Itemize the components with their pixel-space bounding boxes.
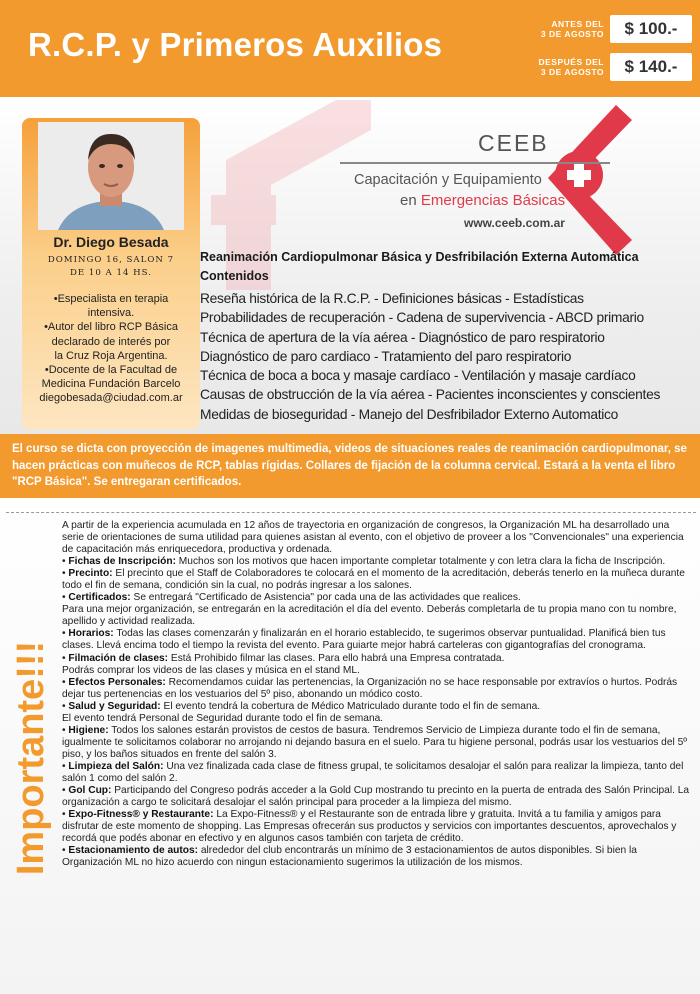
important-item: • Precinto: El precinto que el Staff de Colaboradores te colocará en el momento de la acreditación, deberás tenerlo en la muñeca durante todo el fin de semana, condición sin la cual, no podrás ingresar a los salones. [62,568,685,592]
contents-item: Reseña histórica de la R.C.P. - Definiciones básicas - Estadísticas [200,291,584,306]
important-item: • Filmación de clases: Está Prohibido filmar las clases. Para ello habrá una Empresa contratada. [62,652,505,664]
course-title: Reanimación Cardiopulmonar Básica y Desfribilación Externa Automática [200,250,639,264]
important-label: Importante!!! [10,640,52,876]
important-item-text: Todas las clases comenzarán y finalizarán en el horario establecido, te sugerimos observar puntualidad. Planificá bien tus clases. Llevá encima todo el tiempo la revista del evento. Para guiarte mejor habrá carteleras con gigantografías del cronograma. [62,628,666,652]
dashed-divider [6,512,696,513]
important-item: • Expo-Fitness® y Restaurante: La Expo-Fitness® y el Restaurante son de entrada libre y gratuita. Invitá a tu familia y amigos para disfrutar de este momento de shopping. Las Empresas ofrecerán sus productos y servicios con importantes descuentos, aprovechalos y recordá que podés abonar en efectivo y en algunos casos también con tarjeta de crédito. [62,809,677,845]
important-item-extra: Para una mejor organización, se entregarán en la acreditación el día del evento. Deberás completarla de tu propia mano con tu nombre, apellido y actividad realizada. [62,604,677,628]
logo-website: www.ceeb.com.ar [464,216,565,230]
doctor-panel [22,118,200,430]
important-item-heading: Certificados: [68,592,131,604]
important-item-heading: Expo-Fitness® y Restaurante: [68,809,214,821]
important-item: • Certificados: Se entregará "Certificado de Asistencia" por cada una de las actividades que realices. [62,592,521,604]
important-item-heading: Salud y Seguridad: [68,700,161,712]
logo-divider [340,162,610,164]
important-item-heading: Filmación de clases: [68,652,169,664]
important-item-text: El evento tendrá la cobertura de Médico Matriculado durante todo el fin de semana. [160,700,541,712]
important-item: • Efectos Personales: Recomendamos cuidar las pertenencias, la Organización no se hace responsable por extravíos o hurtos. Podrás dejar tus pertenencias en los vestuarios del 5º piso, abonando un módico costo. [62,676,678,700]
important-item: • Fichas de Inscripción: Muchos son los motivos que hacen importante completar totalmente y con letra clara la ficha de Inscripción. [62,556,666,568]
important-item-extra: El evento tendrá Personal de Seguridad durante todo el fin de semana. [62,712,384,724]
contents-heading: Contenidos [200,269,269,283]
important-items [62,556,692,869]
price-late-label-1: DESPUÉS DEL [538,57,604,67]
ceeb-logo-text: CEEB [478,130,549,156]
doctor-bio: •Especialista en terapia intensiva. •Autor del libro RCP Básica declarado de interés por la Cruz Roja Argentina. •Docente de la Facultad de Medicina Fundación Barcelo diegobesada@ciudad.com.ar [22,292,200,406]
doctor-email: diegobesada@ciudad.com.ar [39,392,183,405]
important-item: • Salud y Seguridad: El evento tendrá la cobertura de Médico Matriculado durante todo el fin de semana. [62,700,541,712]
important-item-extra: Podrás comprar los videos de las clases y música en el stand ML. [62,664,360,676]
price-late-value: $ 140.- [610,53,692,81]
price-early [541,15,692,43]
important-item: • Estacionamiento de autos: alrededor del club encontrarás un mínimo de 3 estacionamientos de autos disponibles. Si bien la Organización ML no hizo acuerdo con ningun estacionamiento sugerimos la utilización de los mismos. [62,845,637,869]
contents-item: Técnica de apertura de la vía aérea - Diagnóstico de paro respiratorio [200,329,605,345]
price-early-label-2: 3 DE AGOSTO [540,29,604,39]
price-early-value: $ 100.- [610,15,692,43]
important-item-heading: Efectos Personales: [68,676,166,688]
contents-item: Probabilidades de recuperación - Cadena de supervivencia - ABCD primario [200,310,644,326]
logo-tagline-accent: Emergencias Básicas [420,192,566,209]
doctor-photo [38,122,184,230]
contents-item: Diagnóstico de paro cardiaco - Tratamiento del paro respiratorio [200,348,572,364]
important-item-text: La Expo-Fitness® y el Restaurante son de entrada libre y gratuita. Invitá a tu familia y amigos para disfrutar de este momento de shopping. Las Empresas ofrecerán sus productos y servicios con importantes descuentos, aprovechalos y recordá que podés abonar en efectivo y en algunos casos también con tarjeta de crédito. [62,809,677,845]
important-info [62,520,692,869]
doctor-schedule-2: DE 10 A 14 HS. [70,268,152,278]
page-title: R.C.P. y Primeros Auxilios [28,26,443,63]
important-item-text: Está Prohibido filmar las clases. Para ello habrá una Empresa contratada. [168,652,505,664]
contents-list [200,289,660,424]
important-item-text: Una vez finalizada cada clase de fitness grupal, te solicitamos desalojar el salón para realizar la limpieza, tanto del salón 1 como del salón 2. [62,760,684,784]
important-item-text: Recomendamos cuidar las pertenencias, la Organización no se hace responsable por extravíos o hurtos. Podrás dejar tus pertenencias en los vestuarios del 5º piso, abonando un módico costo. [62,676,678,700]
info-banner [0,434,700,498]
important-item-heading: Horarios: [68,628,114,640]
price-early-label-1: ANTES DEL [551,19,604,29]
important-item-heading: Estacionamiento de autos: [68,845,199,857]
contents-item: Causas de obstrucción de la vía aérea - Pacientes inconscientes y conscientes [200,387,661,403]
important-item-text: Se entregará "Certificado de Asistencia" por cada una de las actividades que realices. [130,592,521,604]
price-late [539,53,693,81]
important-item-text: Todos los salones estarán provistos de cestos de basura. Tendremos Servicio de Limpieza durante todo el fin de semana, igualmente te solicitamos colaborar no arrojando ni dejando basura en el suelo. Para tu higiene personal, podrás usar los vestuarios del 5º piso, y los baños situados en frente del salón 3. [62,724,687,760]
important-item-text: Participando del Congreso podrás acceder a la Gold Cup mostrando tu precinto en la puerta de entrada des Salón Principal. La organización a cargo te solicitará desalojar el salón principal para proceder a la limpieza del mismo. [62,785,690,809]
important-item-heading: Higiene: [68,724,109,736]
important-item-heading: Gol Cup: [68,785,112,797]
red-cross-icon [548,105,632,255]
doctor-portrait-icon [38,122,184,230]
important-item: • Limpieza del Salón: Una vez finalizada cada clase de fitness grupal, te solicitamos desalojar el salón para realizar la limpieza, tanto del salón 1 como del salón 2. [62,760,684,784]
contents-item: Medidas de bioseguridad - Manejo del Desfribilador Externo Automatico [200,406,618,422]
important-item-heading: Limpieza del Salón: [68,760,164,772]
important-item: • Horarios: Todas las clases comenzarán y finalizarán en el horario establecido, te sugerimos observar puntualidad. Planificá bien tus clases. Llevá encima todo el tiempo la revista del evento. Para guiarte mejor habrá carteleras con gigantografías del cronograma. [62,628,666,652]
important-intro: A partir de la experiencia acumulada en 12 años de trayectoria en organización de congresos, la Organización ML ha desarrollado una serie de orientaciones de suma utilidad para quienes asistan al evento, con el objetivo de proveer a los "Convencionales" una experiencia de capacitación más enriquecedora, productiva y ordenada. [62,520,684,556]
logo-tagline-2: en Emergencias Básicas [400,192,566,209]
doctor-schedule-1: DOMINGO 16, SALON 7 [47,255,175,265]
important-item: • Higiene: Todos los salones estarán provistos de cestos de basura. Tendremos Servicio de Limpieza durante todo el fin de semana, igualmente te solicitamos colaborar no arrojando ni dejando basura en el suelo. Para tu higiene personal, podrás usar los vestuarios del 5º piso, y los baños situados en frente del salón 3. [62,724,687,760]
contents-item: Técnica de boca a boca y masaje cardíaco - Ventilación y masaje cardíaco [200,368,636,384]
important-item-heading: Precinto: [68,568,113,580]
important-item: • Gol Cup: Participando del Congreso podrás acceder a la Gold Cup mostrando tu precinto en la puerta de entrada des Salón Principal. La organización a cargo te solicitará desalojar el salón principal para proceder a la limpieza del mismo. [62,785,690,809]
price-late-label-2: 3 DE AGOSTO [540,67,604,77]
banner-text: El curso se dicta con proyección de imagenes multimedia, videos de situaciones reales de reanimación cardiopulmonar, se hacen prácticas con muñecos de RCP, tablas rígidas. Collares de fijación de la columna cervical. Estará a la venta el libro "RCP Básica". Se entregaran certificados. [12,443,687,488]
logo-tagline-1: Capacitación y Equipamiento [354,172,542,188]
important-item-heading: Fichas de Inscripción: [68,556,176,568]
important-item-text: alrededor del club encontrarás un mínimo de 3 estacionamientos de autos disponibles. Si bien la Organización ML no hizo acuerdo con ningun estacionamiento sugerimos la utilización de los mismos. [62,845,637,869]
doctor-name: Dr. Diego Besada [53,234,169,250]
important-item-text: Muchos son los motivos que hacen importante completar totalmente y con letra clara la ficha de Inscripción. [175,556,666,568]
important-item-text: El precinto que el Staff de Colaboradores te colocará en el momento de la acreditación, deberás tenerlo en la muñeca durante todo el fin de semana, condición sin la cual, no podrás ingresar a los salones. [62,568,685,592]
